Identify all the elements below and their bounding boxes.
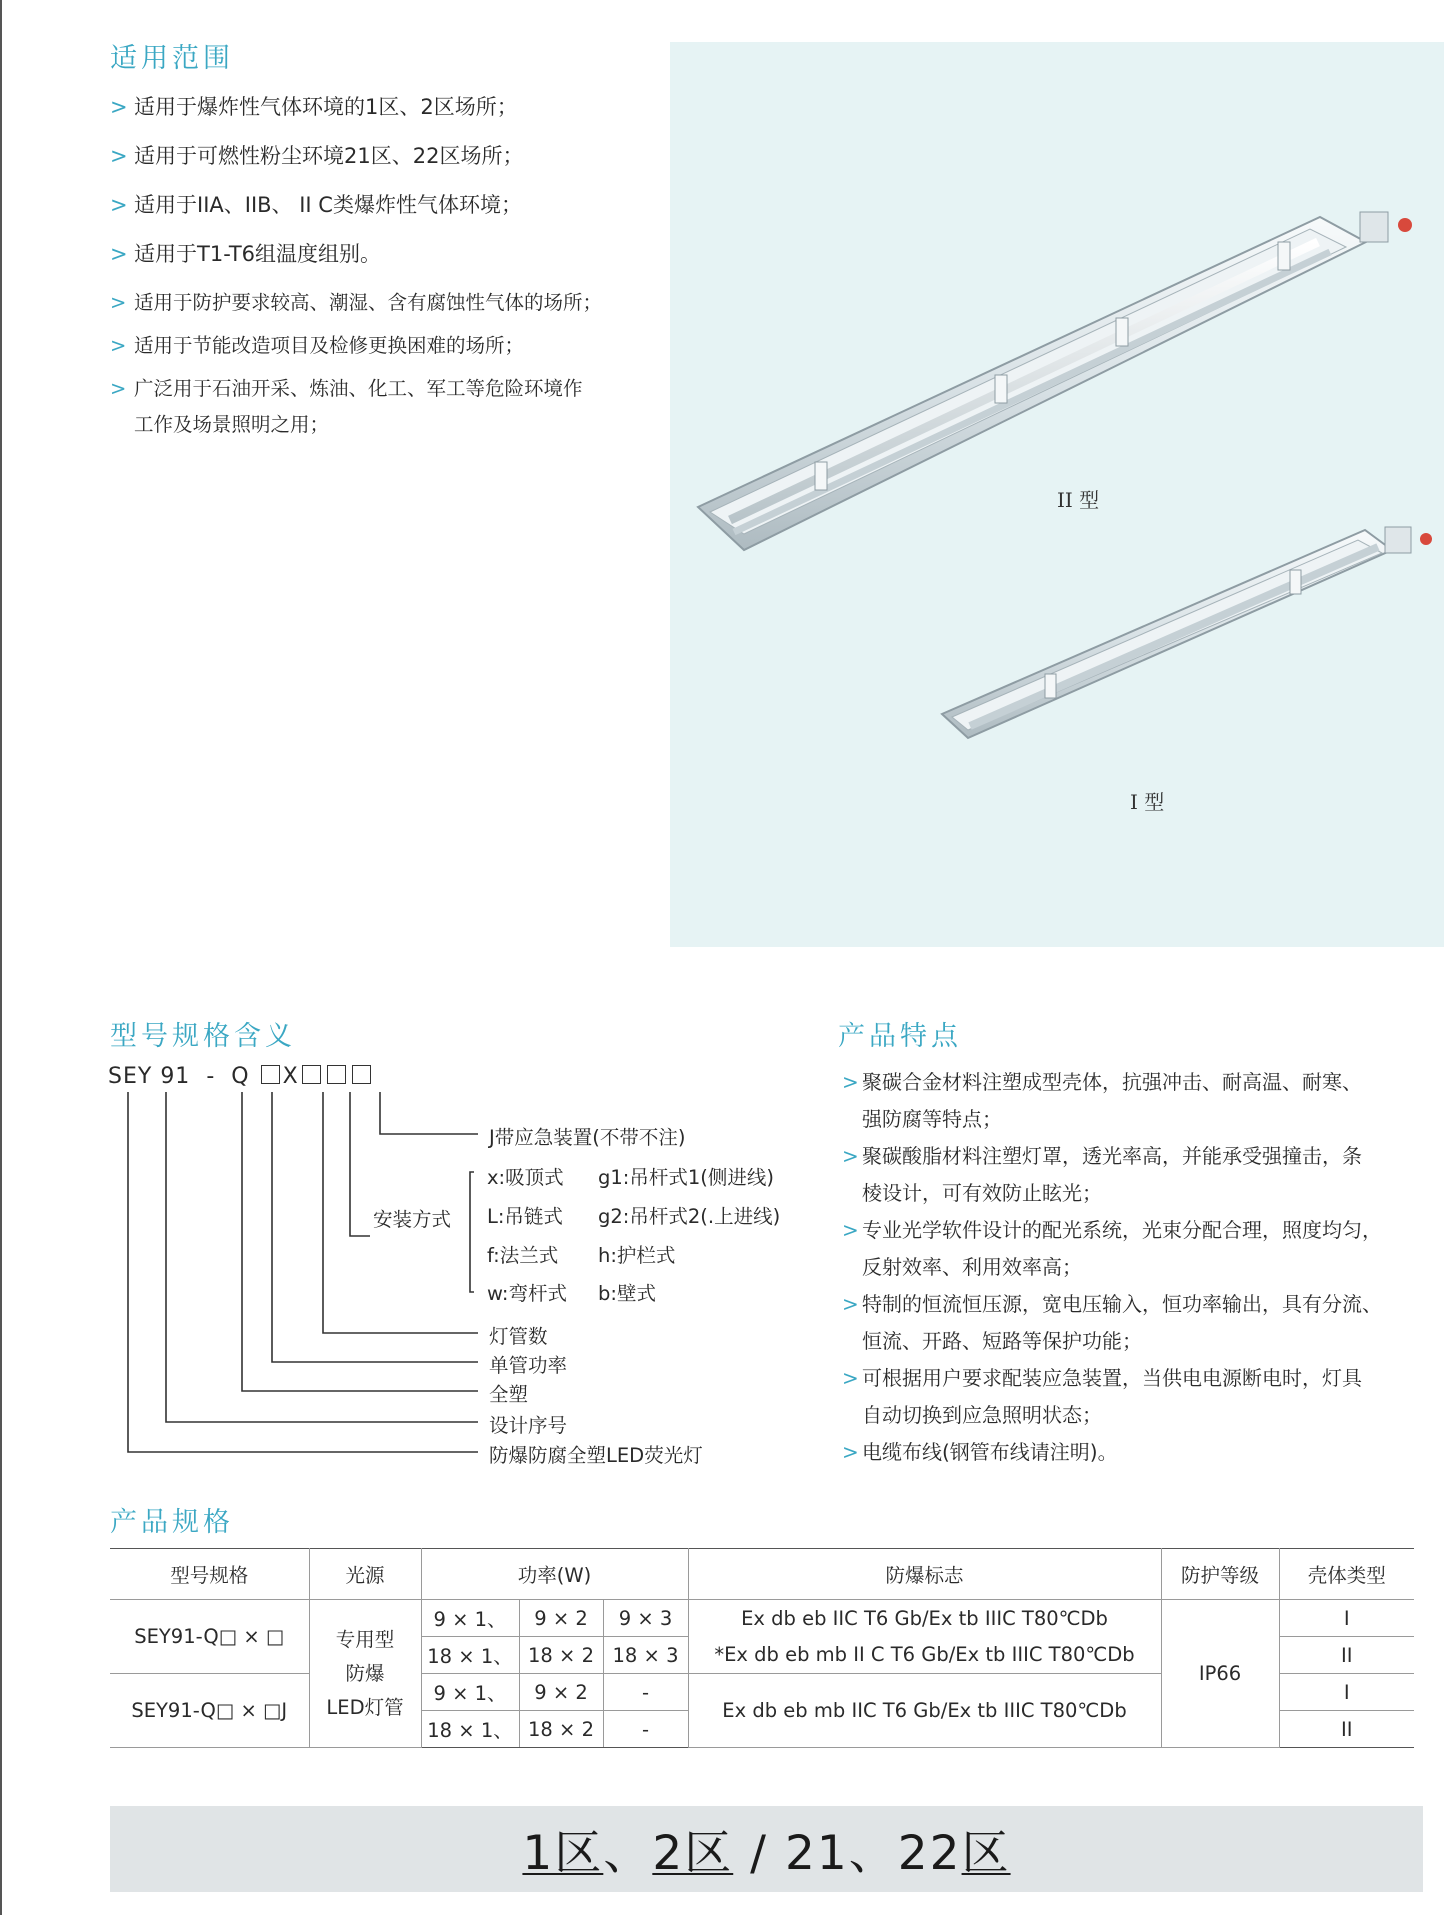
arrow-marker-icon: > — [110, 334, 127, 357]
model-meaning-tree-lines — [0, 0, 800, 1480]
scope-item: > 适用于IIA、IIB、 II C类爆炸性气体环境； — [110, 190, 670, 220]
scope-item: > 广泛用于石油开采、炼油、化工、军工等危险环境作 工作及场景照明之用； — [110, 374, 670, 440]
type-2-caption: II 型 — [1057, 488, 1100, 512]
type-2-lamp-image — [698, 212, 1412, 550]
spec-section-title: 产品规格 — [110, 1507, 234, 1538]
model-cell: SEY91-Q□ × □ — [110, 1600, 309, 1674]
scope-section-title: 适用范围 — [110, 43, 234, 74]
tree-emergency-label: J带应急装置(不带不注) — [489, 1126, 686, 1149]
header-cell: 防爆标志 — [688, 1549, 1161, 1600]
model-code: SEY 91 - Q X — [108, 1064, 374, 1089]
housing-cell: I — [1279, 1674, 1414, 1711]
power-cell: 9 × 1、 — [421, 1600, 519, 1637]
arrow-marker-icon: > — [110, 377, 127, 400]
zone-separator: 、 — [603, 1825, 653, 1881]
protection-cell: IP66 — [1161, 1600, 1279, 1748]
tree-install-label: 安装方式 — [373, 1208, 452, 1231]
scope-item: > 适用于节能改造项目及检修更换困难的场所； — [110, 331, 670, 361]
arrow-marker-icon: > — [110, 193, 128, 217]
housing-cell: I — [1279, 1600, 1414, 1637]
feature-item: > 电缆布线(钢管布线请注明)。 — [842, 1434, 1432, 1471]
scope-item: > 适用于爆炸性气体环境的1区、2区场所； — [110, 92, 670, 122]
arrow-marker-icon: > — [110, 95, 128, 119]
housing-cell: II — [1279, 1637, 1414, 1674]
features-section-title: 产品特点 — [838, 1021, 962, 1052]
power-cell: 9 × 1、 — [421, 1674, 519, 1711]
install-option: g2:吊杆式2(.上进线) — [598, 1205, 781, 1228]
zone-dust-text: / 21、22 — [733, 1825, 962, 1881]
power-cell: 18 × 3 — [603, 1637, 688, 1674]
type-1-caption: I 型 — [1130, 790, 1165, 814]
feature-item: > 聚碳合金材料注塑成型壳体，抗强冲击、耐高温、耐寒、 强防腐等特点； — [842, 1064, 1432, 1138]
spec-header-row — [110, 1549, 1414, 1600]
install-option: b:壁式 — [598, 1282, 656, 1305]
scope-item: > 适用于可燃性粉尘环境21区、22区场所； — [110, 141, 670, 171]
feature-item: > 聚碳酸脂材料注塑灯罩，透光率高，并能承受强撞击，条 棱设计，可有效防止眩光； — [842, 1138, 1432, 1212]
power-cell: 18 × 1、 — [421, 1637, 519, 1674]
power-cell: - — [603, 1674, 688, 1711]
tree-product-name-label: 防爆防腐全塑LED荧光灯 — [489, 1444, 703, 1467]
feature-item: > 专业光学软件设计的配光系统，光束分配合理，照度均匀， 反射效率、利用效率高； — [842, 1212, 1432, 1286]
arrow-marker-icon: > — [110, 291, 127, 314]
tree-tube-count-label: 灯管数 — [489, 1325, 548, 1348]
power-cell: 9 × 3 — [603, 1600, 688, 1637]
install-option: f:法兰式 — [487, 1244, 559, 1267]
zone-banner — [110, 1806, 1423, 1892]
install-option: x:吸顶式 — [487, 1166, 564, 1189]
arrow-marker-icon: > — [110, 242, 128, 266]
arrow-marker-icon: > — [842, 1070, 859, 1094]
install-option: g1:吊杆式1(侧进线) — [598, 1166, 774, 1189]
header-cell: 防护等级 — [1161, 1549, 1279, 1600]
zone-suffix-text: 区 — [961, 1825, 1011, 1881]
header-cell: 光源 — [309, 1549, 421, 1600]
arrow-marker-icon: > — [110, 144, 128, 168]
arrow-marker-icon: > — [842, 1144, 859, 1168]
table-row — [110, 1600, 1414, 1637]
type-1-lamp-image — [942, 527, 1432, 738]
ex-mark-cell: Ex db eb IIC T6 Gb/Ex tb IIIC T80℃Db *Ex db eb mb II C T6 Gb/Ex tb IIIC T80℃Db — [688, 1600, 1161, 1674]
install-option: h:护栏式 — [598, 1244, 676, 1267]
install-option: L:吊链式 — [487, 1205, 563, 1228]
tree-plastic-label: 全塑 — [489, 1383, 529, 1406]
scope-item: > 适用于T1-T6组温度组别。 — [110, 239, 670, 269]
arrow-marker-icon: > — [842, 1218, 859, 1242]
tree-design-seq-label: 设计序号 — [489, 1414, 568, 1437]
header-cell: 功率(W) — [421, 1549, 688, 1600]
power-cell: 9 × 2 — [519, 1674, 603, 1711]
feature-item: > 可根据用户要求配装应急装置，当供电电源断电时，灯具 自动切换到应急照明状态； — [842, 1360, 1432, 1434]
power-cell: 9 × 2 — [519, 1600, 603, 1637]
zone-2-text: 2区 — [652, 1825, 734, 1881]
model-section-title: 型号规格含义 — [110, 1021, 296, 1052]
arrow-marker-icon: > — [842, 1366, 859, 1390]
power-cell: 18 × 2 — [519, 1711, 603, 1748]
header-cell: 型号规格 — [110, 1549, 309, 1600]
tree-tube-power-label: 单管功率 — [489, 1354, 568, 1377]
zone-1-text: 1区 — [522, 1825, 604, 1881]
power-cell: 18 × 1、 — [421, 1711, 519, 1748]
power-cell: - — [603, 1711, 688, 1748]
arrow-marker-icon: > — [842, 1292, 859, 1316]
model-cell: SEY91-Q□ × □J — [110, 1674, 309, 1748]
housing-cell: II — [1279, 1711, 1414, 1748]
ex-mark-cell: Ex db eb mb IIC T6 Gb/Ex tb IIIC T80℃Db — [688, 1674, 1161, 1748]
scope-item: > 适用于防护要求较高、潮湿、含有腐蚀性气体的场所； — [110, 288, 670, 318]
install-option: w:弯杆式 — [487, 1282, 567, 1305]
header-cell: 壳体类型 — [1279, 1549, 1414, 1600]
features-list — [842, 1064, 1432, 1471]
feature-item: > 特制的恒流恒压源，宽电压输入，恒功率输出，具有分流、 恒流、开路、短路等保护功能； — [842, 1286, 1432, 1360]
light-source-cell: 专用型 防爆 LED灯管 — [309, 1600, 421, 1748]
power-cell: 18 × 2 — [519, 1637, 603, 1674]
spec-table — [110, 1548, 1414, 1748]
arrow-marker-icon: > — [842, 1440, 859, 1464]
